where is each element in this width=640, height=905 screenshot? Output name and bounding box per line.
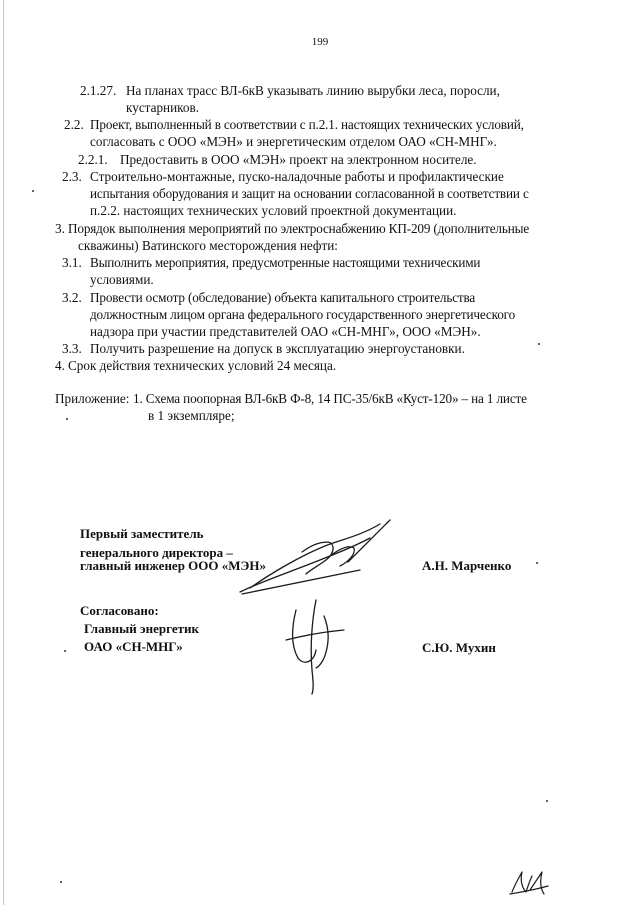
item-text-line: Предоставить в ООО «МЭН» проект на электронном носителе. <box>120 152 477 167</box>
item-text-line: Строительно-монтажные, пуско-наладочные работы и профилактические <box>90 169 504 184</box>
item-number: 2.1.27. <box>80 83 117 98</box>
item-text-line: Порядок выполнения мероприятий по электроснабжению КП-209 (дополнительные <box>68 221 530 236</box>
signature-mukhin <box>282 596 352 696</box>
item-text-line: п.2.2. настоящих технических условий проектной документации. <box>90 203 457 218</box>
page-edge-line <box>3 0 4 905</box>
appendix-line: в 1 экземпляре; <box>148 408 235 423</box>
item-number: 4. <box>55 358 65 373</box>
item-number: 3.1. <box>62 255 82 270</box>
scan-speck <box>546 800 548 802</box>
signatory-title-line: генерального директора – <box>80 545 233 560</box>
item-number: 3.3. <box>62 341 82 356</box>
item-text-line: Провести осмотр (обследование) объекта капитального строительства <box>90 290 476 305</box>
page-number: 199 <box>311 36 329 48</box>
scan-speck <box>66 418 68 420</box>
item-text-line: Получить разрешение на допуск в эксплуатацию энергоустановки. <box>90 341 465 356</box>
item-text-line: надзора при участии представителей ОАО «СН-МНГ», ООО «МЭН». <box>90 324 481 339</box>
scan-speck <box>64 650 66 652</box>
appendix-label: Приложение: <box>55 391 130 406</box>
signatory-title-line: Первый заместитель <box>80 526 204 541</box>
signatory-title-line: ОАО «СН-МНГ» <box>84 639 183 654</box>
item-number: 2.2. <box>64 117 84 132</box>
scan-speck <box>536 562 538 564</box>
signatory-name: А.Н. Марченко <box>422 558 512 573</box>
appendix-line: 1. Схема поопорная ВЛ-6кВ Ф-8, 14 ПС-35/6кВ «Куст-120» – на 1 листе <box>133 391 527 406</box>
scan-speck <box>32 190 34 192</box>
item-text-line: должностным лицом органа федерального государственного энергетического <box>90 307 516 322</box>
signature-marchenko <box>230 512 410 602</box>
item-text-line <box>126 82 568 99</box>
signatory-title-line: Согласовано: <box>80 603 159 618</box>
item-number: 2.3. <box>62 169 82 184</box>
item-text-line: испытания оборудования и защит на основании согласованной в соответствии с <box>90 186 529 201</box>
item-text-line: скважины) Ватинского месторождения нефти: <box>78 238 338 253</box>
signatory-title-line: главный инженер ООО «МЭН» <box>80 558 266 573</box>
item-number: 3. <box>55 221 65 236</box>
initials-mark <box>508 868 550 898</box>
item-number: 2.2.1. <box>78 152 108 167</box>
item-text-line: кустарников. <box>126 100 200 115</box>
scan-speck <box>60 881 62 883</box>
item-text-line: Проект, выполненный в соответствии с п.2.1. настоящих технических условий, <box>90 117 524 132</box>
signatory-name: С.Ю. Мухин <box>422 640 496 655</box>
item-text-line: Срок действия технических условий 24 месяца. <box>68 358 337 373</box>
item-text: На планах трасс ВЛ-6кВ указывать линию вырубки леса, поросли, <box>126 83 500 98</box>
scan-speck <box>538 343 540 345</box>
signatory-title-line: Главный энергетик <box>84 621 199 636</box>
item-text-line: Выполнить мероприятия, предусмотренные настоящими техническими <box>90 255 481 270</box>
item-text-line: согласовать с ООО «МЭН» и энергетическим отделом ОАО «СН-МНГ». <box>90 134 497 149</box>
item-number: 3.2. <box>62 290 82 305</box>
item-text-line: условиями. <box>90 272 154 287</box>
